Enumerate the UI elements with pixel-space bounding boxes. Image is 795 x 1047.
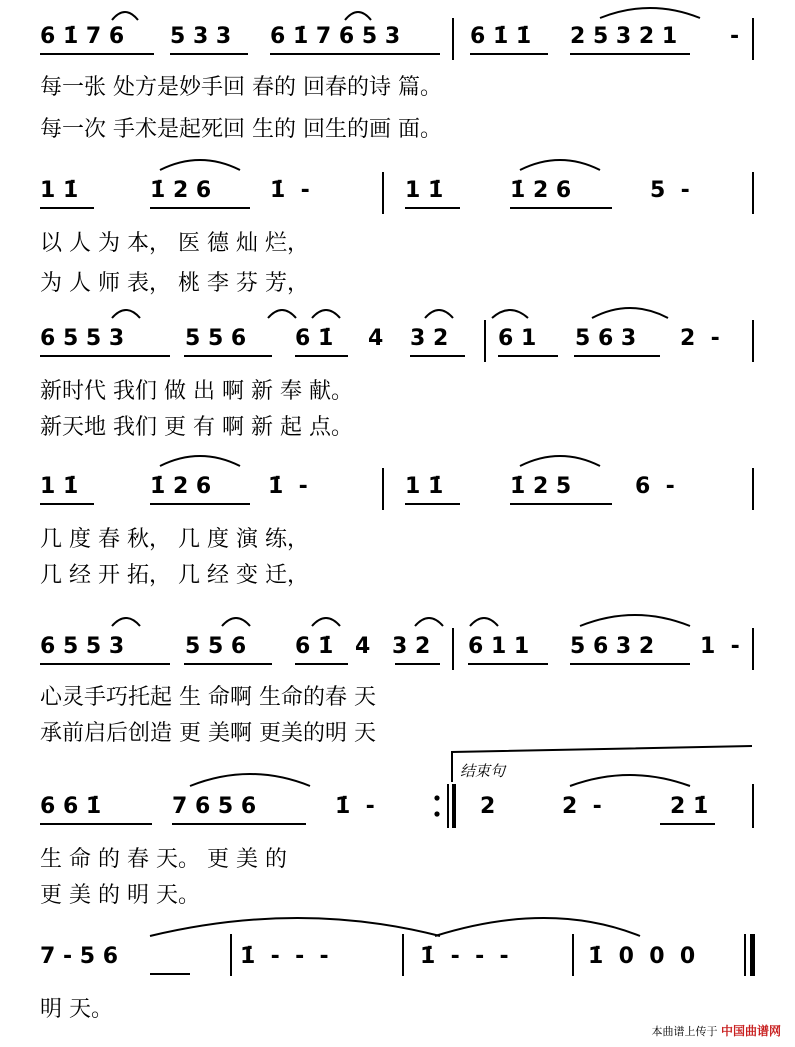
note-group: -	[730, 24, 740, 49]
note-group: 1̇ -	[268, 474, 308, 499]
barline	[752, 320, 754, 362]
slur	[520, 160, 600, 170]
barline	[452, 628, 454, 670]
repeat-dot	[434, 795, 439, 800]
note-group: 2 5 3 2 1	[570, 24, 678, 49]
slur	[112, 310, 140, 318]
lyrics-verse-1: 每一张 处方是妙手回 春的 回春的诗 篇。	[40, 75, 442, 100]
note-group: 6 1̇ 7 6	[40, 24, 125, 49]
note-group: 1 1̇	[405, 178, 444, 203]
lyrics-verse-1: 几 度 春 秋， 几 度 演 练，	[40, 527, 309, 552]
lyrics-verse-1: 心灵手巧托起 生 命啊 生命的春 天	[40, 685, 376, 710]
note-group: 6 -	[635, 474, 675, 499]
note-group: 6 1̇ 1̇	[470, 24, 532, 49]
repeat-barline-thin	[447, 784, 449, 828]
note-group: 6 1̇	[295, 634, 334, 659]
lyrics-verse-1: 以 人 为 本， 医 德 灿 烂，	[40, 231, 309, 256]
barline	[752, 18, 754, 60]
note-group: 3 2	[392, 634, 431, 659]
note-group: 1 1̇	[40, 474, 79, 499]
note-group: 6 1 1	[468, 634, 530, 659]
slur	[160, 160, 240, 170]
slur	[520, 456, 600, 466]
note-group: 5 6 3 2	[570, 634, 655, 659]
slur	[425, 310, 453, 318]
barline	[752, 784, 754, 828]
note-group: 1 -	[700, 634, 740, 659]
note-group: 7 6 5 6	[172, 794, 257, 819]
slur	[470, 618, 498, 626]
barline	[752, 172, 754, 214]
site-logo-text[interactable]: 中国曲谱网	[720, 1024, 781, 1038]
note-group: 6 5 5 3	[40, 326, 125, 351]
slur	[435, 918, 640, 936]
lyrics-verse-2: 承前启后创造 更 美啊 更美的明 天	[40, 721, 376, 746]
slur	[600, 8, 700, 18]
note-group: 5 5 6	[185, 634, 247, 659]
slur	[160, 456, 240, 466]
note-group: 6 5 5 3	[40, 634, 125, 659]
note-group: 2	[480, 794, 496, 819]
slur	[112, 618, 140, 626]
note-group: 6 6 1̇	[40, 794, 102, 819]
repeat-barline-thick	[452, 784, 456, 828]
slur	[415, 618, 443, 626]
barline	[382, 172, 384, 214]
note-group: 5 -	[650, 178, 690, 203]
note-group: 1̇ 2 6	[510, 178, 572, 203]
note-group: 1̇ 2 5	[510, 474, 572, 499]
note-group: 6 1	[498, 326, 537, 351]
note-group: 1̇ 2 6	[150, 474, 212, 499]
note-group: 1 1̇	[40, 178, 79, 203]
lyrics-verse-2: 几 经 开 拓， 几 经 变 迁，	[40, 563, 309, 588]
note-group: 1̇ - - -	[420, 944, 509, 969]
slur	[190, 774, 310, 786]
lyrics-verse-2: 更 美 的 明 天。	[40, 883, 200, 908]
note-group: 4	[368, 326, 384, 351]
slur	[222, 618, 250, 626]
lyrics-verse-1: 新时代 我们 做 出 啊 新 奉 献。	[40, 379, 353, 404]
slur	[312, 618, 340, 626]
note-group: 6 1̇	[295, 326, 334, 351]
slur	[112, 12, 138, 20]
slur	[268, 310, 296, 318]
lyrics-verse-1: 明 天。	[40, 997, 113, 1022]
lyrics-verse-1: 生 命 的 春 天。 更 美 的	[40, 847, 287, 872]
note-group: 5 3 3	[170, 24, 232, 49]
note-group: 6 1̇ 7 6 5 3	[270, 24, 401, 49]
note-group: 2 1̇	[670, 794, 709, 819]
lyrics-verse-2: 为 人 师 表， 桃 李 芬 芳，	[40, 271, 309, 296]
barline	[752, 628, 754, 670]
note-group: 1̇ 2 6	[150, 178, 212, 203]
slur	[345, 12, 371, 20]
ending-label: 结束句	[460, 762, 506, 780]
slur	[312, 310, 340, 318]
note-group: 3 2	[410, 326, 449, 351]
barline	[484, 320, 486, 362]
note-group: 4	[355, 634, 371, 659]
barline	[572, 934, 574, 976]
note-group: 5 6 3	[575, 326, 637, 351]
slur	[492, 310, 528, 318]
barline	[402, 934, 404, 976]
credit-prefix: 本曲谱上传于	[651, 1025, 718, 1038]
slur	[580, 615, 690, 626]
final-barline-thin	[744, 934, 746, 976]
upload-credit	[651, 1022, 781, 1039]
note-group: 1̇ -	[335, 794, 375, 819]
barline	[230, 934, 232, 976]
final-barline-thick	[750, 934, 755, 976]
lyrics-verse-2: 新天地 我们 更 有 啊 新 起 点。	[40, 415, 353, 440]
note-group: 1̇ -	[270, 178, 310, 203]
lyrics-verse-2: 每一次 手术是起死回 生的 回生的画 面。	[40, 117, 442, 142]
note-group: 2 -	[562, 794, 602, 819]
note-group: 1̇ 0 0 0	[588, 944, 696, 969]
barline	[382, 468, 384, 510]
slur	[592, 308, 668, 318]
repeat-dot	[434, 811, 439, 816]
slur	[570, 775, 690, 786]
note-group: 5 5 6	[185, 326, 247, 351]
slur	[150, 918, 440, 936]
note-group: 7 - 5 6	[40, 944, 119, 969]
note-group: 2 -	[680, 326, 720, 351]
note-group: 1̇ - - -	[240, 944, 329, 969]
barline	[752, 468, 754, 510]
note-group: 1 1̇	[405, 474, 444, 499]
barline	[452, 18, 454, 60]
